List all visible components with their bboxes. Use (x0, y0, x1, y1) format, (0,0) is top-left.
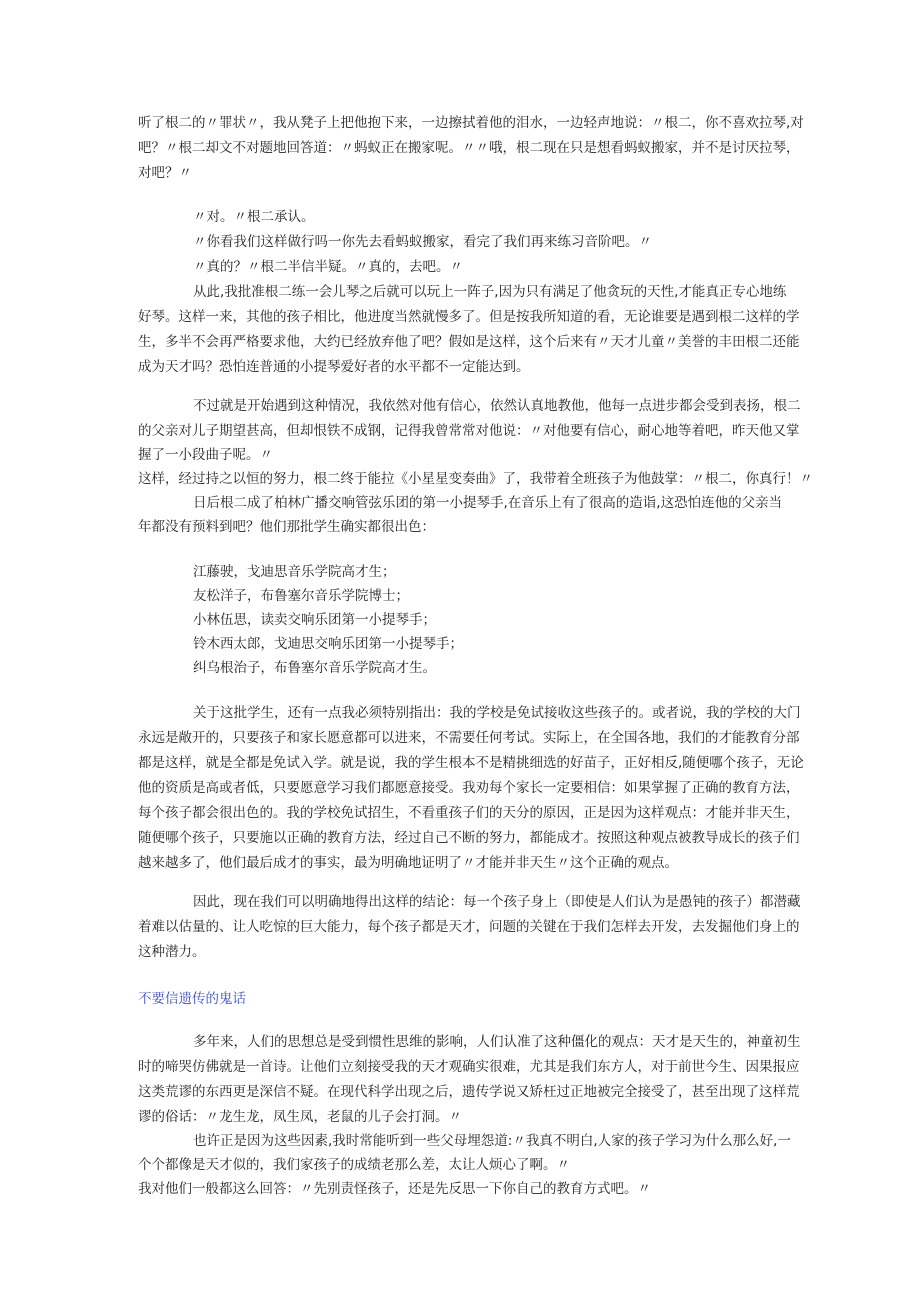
text-line: 对吧？〃 (138, 165, 192, 181)
text-line: 生，多半不会再严格要求他，大约已经放弃他了吧？假如是这样，这个后来有〃天才儿童〃美誉的丰田根二还能 (138, 334, 800, 350)
text-line: 永远是敞开的，只要孩子和家长愿意都可以进来，不需要任何考试。实际上，在全国各地，我们的才能教育分部 (138, 730, 800, 746)
text-line: 不过就是开始遇到这种情况，我依然对他有信心，依然认真地教他，他每一点进步都会受到表扬，根二 (193, 398, 801, 414)
text-line: 关于这批学生，还有一点我必须特别指出：我的学校是免试接收这些孩子的。或者说，我的学校的大门 (193, 705, 801, 721)
text-line: 这类荒谬的东西更是深信不疑。在现代科学出现之后，遗传学说又矫枉过正地被完全接受了，甚至出现了这样荒 (138, 1084, 800, 1100)
text-line: 着难以估量的、让人吃惊的巨大能力，每个孩子都是天才，问题的关键在于我们怎样去开发，去发掘他们身上的 (138, 919, 800, 935)
dialog-line: 〃真的？〃根二半信半疑。〃真的，去吧。〃 (193, 259, 463, 275)
text-line: 年都没有预料到吧？他们那批学生确实都很出色： (138, 519, 435, 535)
text-line: 时的啼哭仿佛就是一首诗。让他们立刻接受我的天才观确实很难，尤其是我们东方人，对于前世今生、因果报应 (138, 1059, 800, 1075)
text-line: 个个都像是天才似的，我们家孩子的成绩老那么差，太让人烦心了啊。〃 (138, 1157, 570, 1173)
text-line: 的父亲对儿子期望甚高，但却恨铁不成钢，记得我曾常常对他说：〃对他要有信心，耐心地等着吧，昨天他又掌 (138, 423, 800, 439)
dialog-line: 〃你看我们这样做行吗一你先去看蚂蚁搬家，看完了我们再来练习音阶吧。〃 (193, 234, 652, 250)
text-line: 握了一小段曲子呢。〃 (138, 447, 273, 463)
text-line: 吧？〃根二却文不对题地回答道：〃蚂蚁正在搬家呢。〃〃哦，根二现在只是想看蚂蚁搬家，并不是讨厌拉琴， (138, 140, 800, 156)
text-line: 我对他们一般都这么回答：〃先别责怪孩子，还是先反思一下你自己的教育方式吧。〃 (138, 1181, 651, 1197)
text-line: 好琴。这样一来，其他的孩子相比，他进度当然就慢多了。但是按我所知道的看，无论谁要是遇到根二这样的学 (138, 309, 800, 325)
student-item: 友松洋子，布鲁塞尔音乐学院博士； (193, 588, 409, 604)
text-line: 因此，现在我们可以明确地得出这样的结论：每一个孩子身上（即使是人们认为是愚钝的孩子）都潜藏 (193, 894, 801, 910)
text-line: 他的资质是高或者低，只要愿意学习我们都愿意接受。我劝每个家长一定要相信：如果掌握了正确的教育方法， (138, 780, 800, 796)
student-item: 小林伍思，读卖交响乐团第一小提琴手； (193, 612, 436, 628)
text-line: 听了根二的〃罪状〃，我从凳子上把他抱下来，一边擦拭着他的泪水，一边轻声地说：〃根二，你不喜欢拉琴,对 (138, 115, 804, 131)
text-line: 这样，经过持之以恒的努力，根二终于能拉《小星星变奏曲》了，我带着全班孩子为他鼓掌：〃根二，你真行！〃 (138, 471, 813, 487)
text-line: 越来越多了，他们最后成才的事实，最为明确地证明了〃才能并非天生〃这个正确的观点。 (138, 855, 678, 871)
text-line: 成为天才吗？恐怕连普通的小提琴爱好者的水平都不一定能达到。 (138, 359, 530, 375)
section-heading: 不要信遗传的鬼话 (138, 991, 246, 1007)
student-item: 纠乌根治子，布鲁塞尔音乐学院高才生。 (193, 660, 436, 676)
dialog-line: 〃对。〃根二承认。 (193, 209, 315, 225)
student-item: 江藤驶，戈迪思音乐学院高才生； (193, 564, 396, 580)
student-item: 铃木西太郎，戈迪思交响乐团第一小提琴手； (193, 636, 463, 652)
text-line: 也许正是因为这些因素,我时常能听到一些父母埋怨道:〃我真不明白,人家的孩子学习为什么那么好,一 (193, 1133, 791, 1149)
text-line: 谬的俗话：〃龙生龙，凤生凤，老鼠的儿子会打洞。〃 (138, 1109, 462, 1125)
text-line: 多年来，人们的思想总是受到惯性思维的影响，人们认准了这种僵化的观点：天才是天生的，神童初生 (193, 1034, 801, 1050)
text-line: 从此,我批准根二练一会儿琴之后就可以玩上一阵子,因为只有满足了他贪玩的天性,才能真正专心地练 (193, 284, 787, 300)
text-line: 每个孩子都会很出色的。我的学校免试招生，不看重孩子们的天分的原因，正是因为这样观点：才能并非天生， (138, 805, 800, 821)
text-line: 都是这样，就是全都是免试入学。就是说，我的学生根本不是精挑细选的好苗子，正好相反,随便哪个孩子，无论 (138, 755, 804, 771)
text-line: 日后根二成了柏林广播交响管弦乐团的第一小提琴手,在音乐上有了很高的造诣,这恐怕连他的父亲当 (193, 495, 783, 511)
text-line: 随便哪个孩子，只要施以正确的教育方法，经过自己不断的努力，都能成才。按照这种观点被教导成长的孩子们 (138, 830, 800, 846)
text-line: 这种潜力。 (138, 944, 206, 960)
